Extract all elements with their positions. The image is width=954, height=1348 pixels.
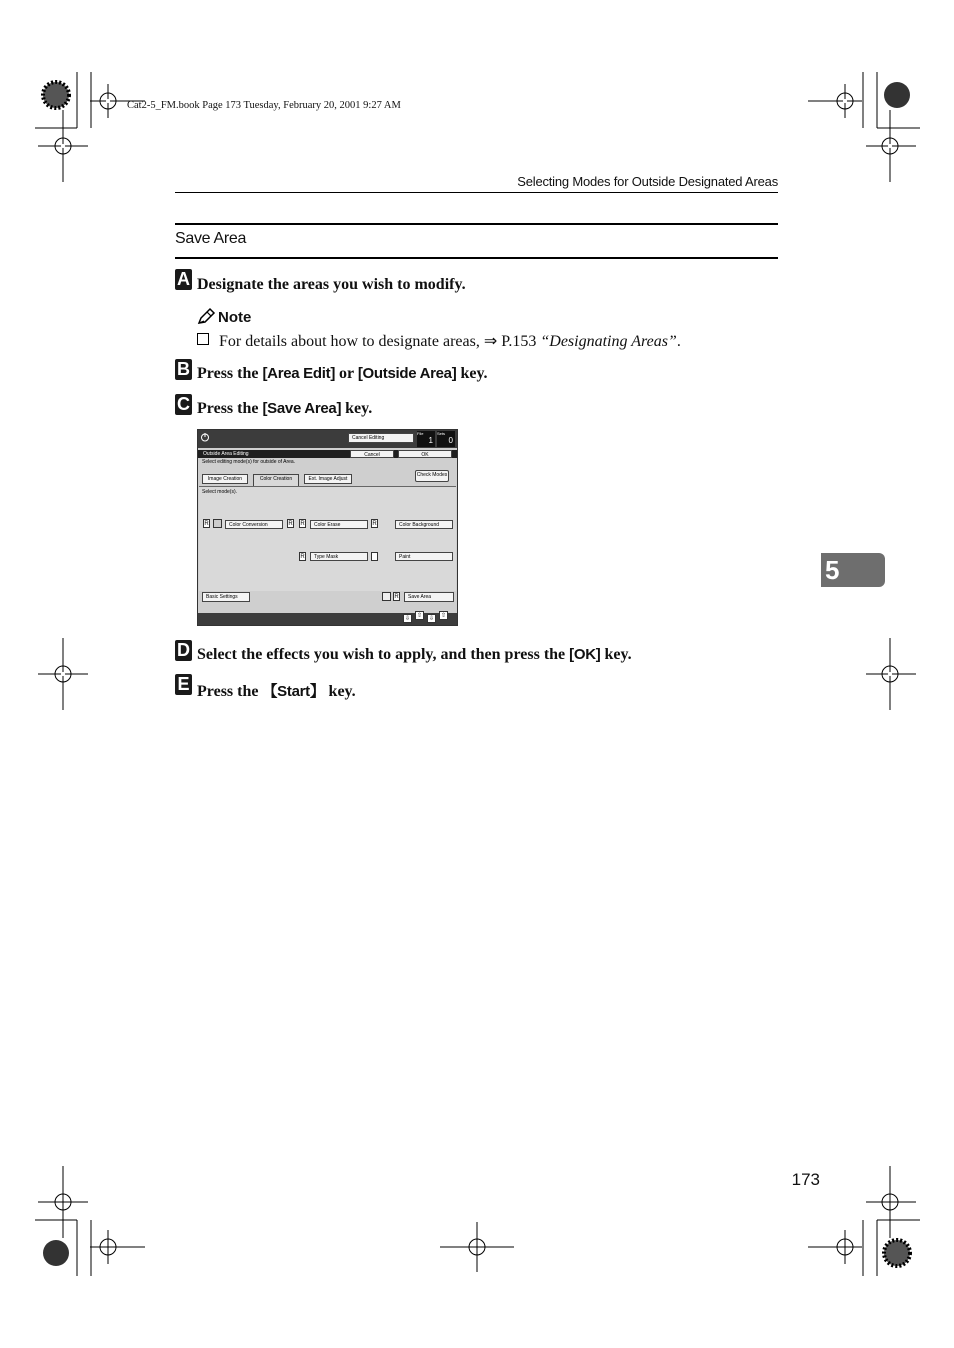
checkbox-bullet-icon <box>197 333 209 345</box>
color-background-button[interactable]: Color Background <box>395 520 453 529</box>
tab-image-creation[interactable]: Image Creation <box>202 474 248 484</box>
power-icon <box>200 432 210 442</box>
step-number-5: E <box>175 674 192 695</box>
basic-settings-button[interactable]: Basic Settings <box>202 592 250 602</box>
step-5-text: Press the 【Start】 key. <box>197 683 356 700</box>
arrow-down-icon[interactable]: ⇩ <box>428 616 435 622</box>
section-rule-bottom <box>175 257 778 259</box>
r-icon: R <box>288 521 293 527</box>
arrow-down-icon[interactable]: ⇩ <box>404 616 411 622</box>
color-conversion-button[interactable]: Color Conversion <box>225 520 283 529</box>
r-icon: R <box>300 521 305 527</box>
tab-color-creation[interactable]: Color Creation <box>253 474 299 486</box>
arrow-up-icon[interactable]: ⇧ <box>440 613 447 619</box>
tab-ext-image-adjust[interactable]: Ext. Image Adjust <box>304 474 352 484</box>
step-number-1: A <box>177 269 190 289</box>
page-number: 173 <box>791 1170 820 1189</box>
step-1-text: Designate the areas you wish to modify. <box>197 276 466 293</box>
arrow-up-icon[interactable]: ⇧ <box>416 613 423 619</box>
step-number-4: D <box>177 640 190 660</box>
type-mask-button[interactable]: Type Mask <box>310 552 368 561</box>
sets-counter: Sets 0 <box>437 431 453 445</box>
r-icon: R <box>394 594 399 600</box>
r-icon: R <box>204 521 209 527</box>
check-modes-button[interactable]: Check Modes <box>415 470 449 482</box>
file-counter: File 1 <box>417 431 433 445</box>
save-area-button[interactable]: Save Area <box>404 592 454 602</box>
r-icon: R <box>300 554 305 560</box>
select-modes-label: Select mode(s). <box>202 489 238 495</box>
note-title: Note <box>218 309 252 326</box>
section-title: Save Area <box>175 230 247 247</box>
cancel-button[interactable]: Cancel <box>350 450 394 458</box>
r-icon: R <box>372 521 377 527</box>
pencil-icon <box>196 307 216 327</box>
section-rule-top <box>175 223 778 225</box>
step-2-text: Press the [Area Edit] or [Outside Area] key. <box>197 365 488 382</box>
step-4-text: Select the effects you wish to apply, and then press the [OK] key. <box>197 646 632 663</box>
step-number-3: C <box>177 394 190 414</box>
step-number-2: B <box>177 359 190 379</box>
note-text: For details about how to designate areas, ⇒ P.153 “Designating Areas”. <box>197 331 681 351</box>
control-panel-screenshot <box>197 429 458 626</box>
blank-swatch-icon <box>371 552 378 561</box>
instruction-text: Select editing mode(s) for outside of Area. <box>202 459 296 465</box>
file-info: Cat2-5_FM.book Page 173 Tuesday, February 20, 2001 9:27 AM <box>127 100 401 111</box>
outside-area-editing-band: Outside Area Editing <box>198 450 457 458</box>
area-icon <box>382 592 391 601</box>
header-rule <box>175 192 778 193</box>
mode-area <box>199 486 456 591</box>
ok-button[interactable]: OK <box>398 450 452 458</box>
paint-button[interactable]: Paint <box>395 552 453 561</box>
running-head: Selecting Modes for Outside Designated Areas <box>517 174 778 189</box>
color-swatch-icon <box>213 519 222 528</box>
cancel-editing-button[interactable]: Cancel Editing <box>348 433 414 443</box>
note-reference: “Designating Areas” <box>540 333 677 350</box>
color-erase-button[interactable]: Color Erase <box>310 520 368 529</box>
chapter-tab: 5 <box>821 553 885 587</box>
step-3-text: Press the [Save Area] key. <box>197 400 373 417</box>
